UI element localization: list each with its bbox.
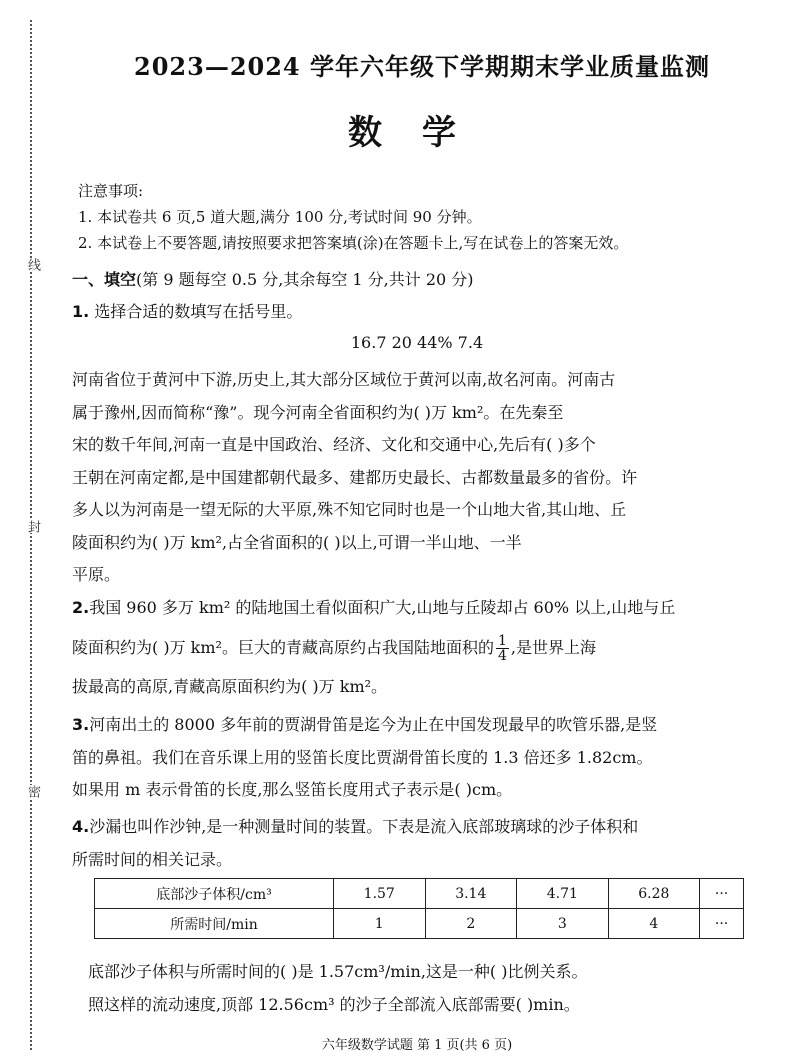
table-header-cell: 底部沙子体积/cm³ — [95, 879, 334, 909]
question-number: 2. — [72, 598, 90, 617]
passage-line: 宋的数千年间,河南一直是中国政治、经济、文化和交通中心,先后有( )多个 — [72, 435, 596, 454]
number-options: 16.7 20 44% 7.4 — [350, 333, 484, 352]
table-cell: ··· — [700, 879, 744, 909]
binding-line — [30, 20, 32, 1050]
passage-line: 多人以为河南是一望无际的大平原,殊不知它同时也是一个山地大省,其山地、丘 — [72, 500, 627, 519]
table-cell: 4 — [608, 909, 700, 939]
passage-line: 属于豫州,因而简称“豫”。现今河南全省面积约为( )万 km²。在先秦至 — [72, 402, 564, 422]
passage-line: 河南省位于黄河中下游,历史上,其大部分区域位于黄河以南,故名河南。河南古 — [72, 370, 616, 389]
question-text: ,是世界上海 — [510, 637, 596, 657]
table-cell: 3 — [517, 909, 609, 939]
table-cell: 2 — [425, 909, 517, 939]
passage-line: 平原。 — [72, 565, 121, 584]
question-text: 沙漏也叫作沙钟,是一种测量时间的装置。下表是流入底部玻璃球的沙子体积和 — [89, 817, 639, 836]
page-footer: 六年级数学试题 第 1 页(共 6 页) — [321, 1038, 513, 1053]
table-cell: ··· — [700, 909, 744, 939]
note-item: 1. 本试卷共 6 页,5 道大题,满分 100 分,考试时间 90 分钟。 — [78, 208, 482, 226]
question-number: 1. — [72, 302, 90, 321]
question-1-header — [72, 296, 302, 328]
fraction-numerator: 1 — [497, 632, 507, 649]
question-3-line-1 — [72, 709, 762, 742]
sand-record-table — [94, 878, 744, 939]
question-number: 4. — [72, 817, 90, 836]
fraction-denominator: 4 — [497, 647, 507, 664]
note-item: 2. 本试卷上不要答题,请按照要求把答案填(涂)在答题卡上,写在试卷上的答案无效。 — [78, 234, 629, 252]
section-heading — [72, 267, 474, 290]
notes-block — [78, 178, 628, 256]
fraction-one-quarter — [496, 634, 509, 663]
question-4-line-2: 所需时间的相关记录。 — [72, 849, 233, 869]
question-number: 3. — [72, 715, 90, 734]
exam-title: 2023—2024 学年六年级下学期期末学业质量监测 — [134, 52, 710, 81]
question-4-line-1 — [72, 811, 762, 844]
section-label: 一、填空 — [72, 270, 137, 289]
table-row — [95, 909, 744, 939]
question-2-line-3: 拔最高的高原,青藏高原面积约为( )万 km²。 — [72, 676, 388, 696]
subject-title: 数学 — [348, 113, 496, 153]
question-text: 我国 960 多万 km² 的陆地国土看似面积广大,山地与丘陵却占 60% 以上,山地与丘 — [89, 598, 676, 617]
table-cell: 1.57 — [334, 879, 426, 909]
passage-line: 陵面积约为( )万 km²,占全省面积的( )以上,可谓一半山地、一半 — [72, 532, 522, 552]
passage-line: 王朝在河南定都,是中国建都朝代最多、建都历史最长、古都数量最多的省份。许 — [72, 467, 638, 487]
notes-heading: 注意事项: — [78, 182, 144, 200]
question-text: 陵面积约为( )万 km²。巨大的青藏高原约占我国陆地面积的 — [72, 637, 494, 657]
question-4 — [72, 811, 762, 876]
margin-char-mi: 密 — [20, 785, 42, 798]
table-cell: 6.28 — [608, 879, 700, 909]
question-4-followup — [88, 956, 778, 1021]
question-2-line-2 — [72, 625, 762, 671]
question-2-line-1 — [72, 592, 762, 625]
table-header-cell: 所需时间/min — [95, 909, 334, 939]
followup-line: 照这样的流动速度,顶部 12.56cm³ 的沙子全部流入底部需要( )min。 — [88, 994, 580, 1014]
question-text: 河南出土的 8000 多年前的贾湖骨笛是迄今为止在中国发现最早的吹管乐器,是竖 — [89, 715, 658, 734]
section-desc: (第 9 题每空 0.5 分,其余每空 1 分,共计 20 分) — [136, 270, 474, 289]
table-cell: 1 — [334, 909, 426, 939]
question-1-passage — [72, 364, 762, 592]
question-3-line-3: 如果用 m 表示骨笛的长度,那么竖笛长度用式子表示是( )cm。 — [72, 780, 513, 799]
question-2 — [72, 592, 762, 703]
table-cell: 4.71 — [517, 879, 609, 909]
margin-char-xian: 线 — [20, 258, 42, 271]
table-row — [95, 879, 744, 909]
margin-char-feng: 封 — [20, 520, 42, 533]
question-text: 选择合适的数填写在括号里。 — [94, 302, 303, 321]
question-3-line-2: 笛的鼻祖。我们在音乐课上用的竖笛长度比贾湖骨笛长度的 1.3 倍还多 1.82cm。 — [72, 747, 653, 767]
table-cell: 3.14 — [425, 879, 517, 909]
question-3 — [72, 709, 762, 807]
followup-line: 底部沙子体积与所需时间的( )是 1.57cm³/min,这是一种( )比例关系。 — [88, 962, 588, 981]
